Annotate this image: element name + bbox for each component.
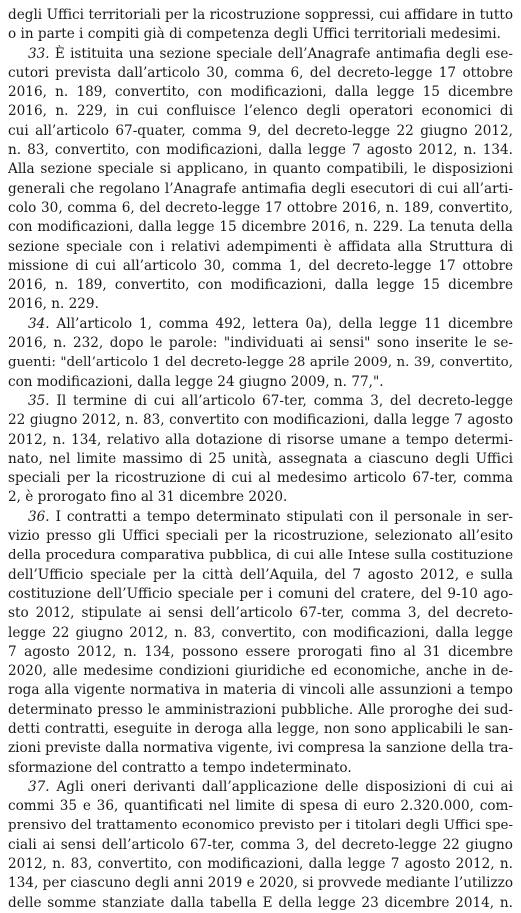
text-line: È istituita una sezione speciale dell’Anagrafe antimafia degli ese- — [49, 45, 513, 62]
text-line: 22 giugno 2012, n. 83, convertito con modificazioni, dalla legge 7 agosto — [8, 412, 513, 429]
text-line: I contratti a tempo determinato stipulati con il personale in ser- — [49, 508, 513, 525]
text-line: generali che regolano l’Anagrafe antimafia degli esecutori di cui all’arti- — [8, 180, 513, 197]
text-line: ciali ai sensi dell’articolo 67-ter, comma 3, del decreto-legge 22 giugno — [8, 836, 513, 853]
text-line: della procedura comparativa pubblica, di cui alle Intese sulla costituzione — [8, 548, 513, 564]
text-line: All’articolo 1, comma 492, lettera 0a), della legge 11 dicembre — [49, 315, 513, 332]
text-line: 2020, alle medesime condizioni giuridiche ed economiche, anche in de- — [8, 663, 513, 680]
text-line: degli Uffici territoriali per la ricostruzione soppressi, cui affidare in tutto — [8, 7, 513, 23]
text-line: sformazione del contratto a tempo indeterminato. — [8, 759, 352, 776]
paragraph-number: 35. — [28, 392, 50, 409]
paragraph-continuation — [8, 6, 513, 45]
text-line: cutori prevista dall’articolo 30, comma 6, del decreto-legge 17 ottobre — [8, 64, 513, 81]
text-line: 2016, n. 189, convertito, con modificazioni, dalla legge 15 dicembre — [8, 277, 513, 294]
text-line: 2, è prorogato fino al 31 dicembre 2020. — [8, 489, 288, 506]
text-line: speciali per la ricostruzione di cui al medesimo articolo 67-ter, comma — [8, 470, 513, 487]
text-line: Alla sezione speciale si applicano, in quanto compatibili, le disposizioni — [8, 161, 513, 178]
document-page — [8, 6, 513, 913]
text-line: guenti: "dell’articolo 1 del decreto-legge 28 aprile 2009, n. 39, convertito, — [8, 355, 513, 371]
text-line: 2012, n. 134, relativo alla dotazione di risorse umane a tempo determi- — [8, 431, 513, 448]
text-line: missione di cui all’articolo 30, comma 1, del decreto-legge 17 ottobre — [8, 257, 513, 274]
paragraph-number: 34. — [28, 315, 50, 332]
text-line: commi 35 e 36, quantificati nel limite di spesa di euro 2.320.000, com- — [8, 798, 513, 815]
text-line: n. 83, convertito, con modificazioni, dalla legge 7 agosto 2012, n. 134. — [8, 142, 513, 159]
paragraph-34 — [8, 315, 513, 392]
text-line: prensivo del trattamento economico previsto per i titolari degli Uffici spe- — [8, 818, 513, 834]
text-line: con modificazioni, dalla legge 15 dicembre 2016, n. 229. La tenuta della — [8, 219, 513, 236]
text-line: colo 30, comma 6, del decreto-legge 17 ottobre 2016, n. 189, convertito, — [8, 199, 513, 216]
text-line: con modificazioni, dalla legge 24 giugno 2009, n. 77,". — [8, 373, 384, 390]
text-line: 2016, n. 232, dopo le parole: "individuati ai sensi" sono inserite le se- — [8, 335, 513, 352]
paragraph-36 — [8, 508, 513, 778]
text-line: 2016, n. 189, convertito, con modificazioni, dalla legge 15 dicembre — [8, 84, 513, 101]
text-line: sto 2012, stipulate ai sensi dell’articolo 67-ter, comma 3, del decreto- — [8, 605, 513, 622]
paragraph-number: 36. — [28, 508, 50, 525]
text-line: 2012, n. 83, convertito, con modificazioni, dalla legge 7 agosto 2012, n. — [8, 856, 513, 873]
paragraph-35 — [8, 392, 513, 508]
text-line: sezione speciale con i relativi adempimenti è affidata alla Struttura di — [8, 238, 513, 255]
text-line: 2016, n. 229, in cui confluisce l’elenco degli operatori economici di — [8, 103, 513, 120]
text-line: zioni previste dalla normativa vigente, ivi compresa la sanzione della tra- — [8, 740, 514, 757]
text-line: legge 22 giugno 2012, n. 83, convertito, con modificazioni, dalla legge — [8, 624, 513, 641]
paragraph-37 — [8, 778, 513, 913]
text-line: Agli oneri derivanti dall’applicazione delle disposizioni di cui ai — [49, 778, 513, 795]
text-line: detti contratti, eseguite in deroga alla legge, non sono applicabili le san- — [8, 720, 513, 737]
paragraph-number: 37. — [28, 778, 50, 795]
text-line: Il termine di cui all’articolo 67-ter, comma 3, del decreto-legge — [49, 392, 513, 409]
text-line: 2016, n. 229. — [8, 296, 99, 313]
text-line: o in parte i compiti già di competenza degli Uffici territoriali medesimi. — [8, 26, 501, 43]
paragraph-33 — [8, 45, 513, 315]
text-line: determinato presso le amministrazioni pubbliche. Alle proroghe dei sud- — [8, 701, 513, 718]
text-line: cui all’articolo 67-quater, comma 9, del decreto-legge 22 giugno 2012, — [8, 122, 513, 139]
text-line: dell’Ufficio speciale per la città dell’Aquila, del 7 agosto 2012, e sulla — [8, 566, 513, 583]
text-line: vizio presso gli Uffici speciali per la ricostruzione, selezionato all’esito — [8, 528, 513, 545]
text-line: nato, nel limite massimo di 25 unità, assegnata a ciascuno degli Uffici — [8, 450, 513, 467]
text-line: delle somme stanziate dalla tabella E della legge 23 dicembre 2014, n. — [8, 894, 513, 911]
text-line: 7 agosto 2012, n. 134, possono essere prorogati fino al 31 dicembre — [8, 643, 513, 660]
text-line: roga alla vigente normativa in materia di vincoli alle assunzioni a tempo — [8, 682, 513, 699]
paragraph-number: 33. — [28, 45, 50, 62]
text-line: 134, per ciascuno degli anni 2019 e 2020, si provvede mediante l’utilizzo — [8, 875, 513, 892]
text-line: costituzione dell’Ufficio speciale per i comuni del cratere, del 9-10 ago- — [8, 585, 513, 602]
